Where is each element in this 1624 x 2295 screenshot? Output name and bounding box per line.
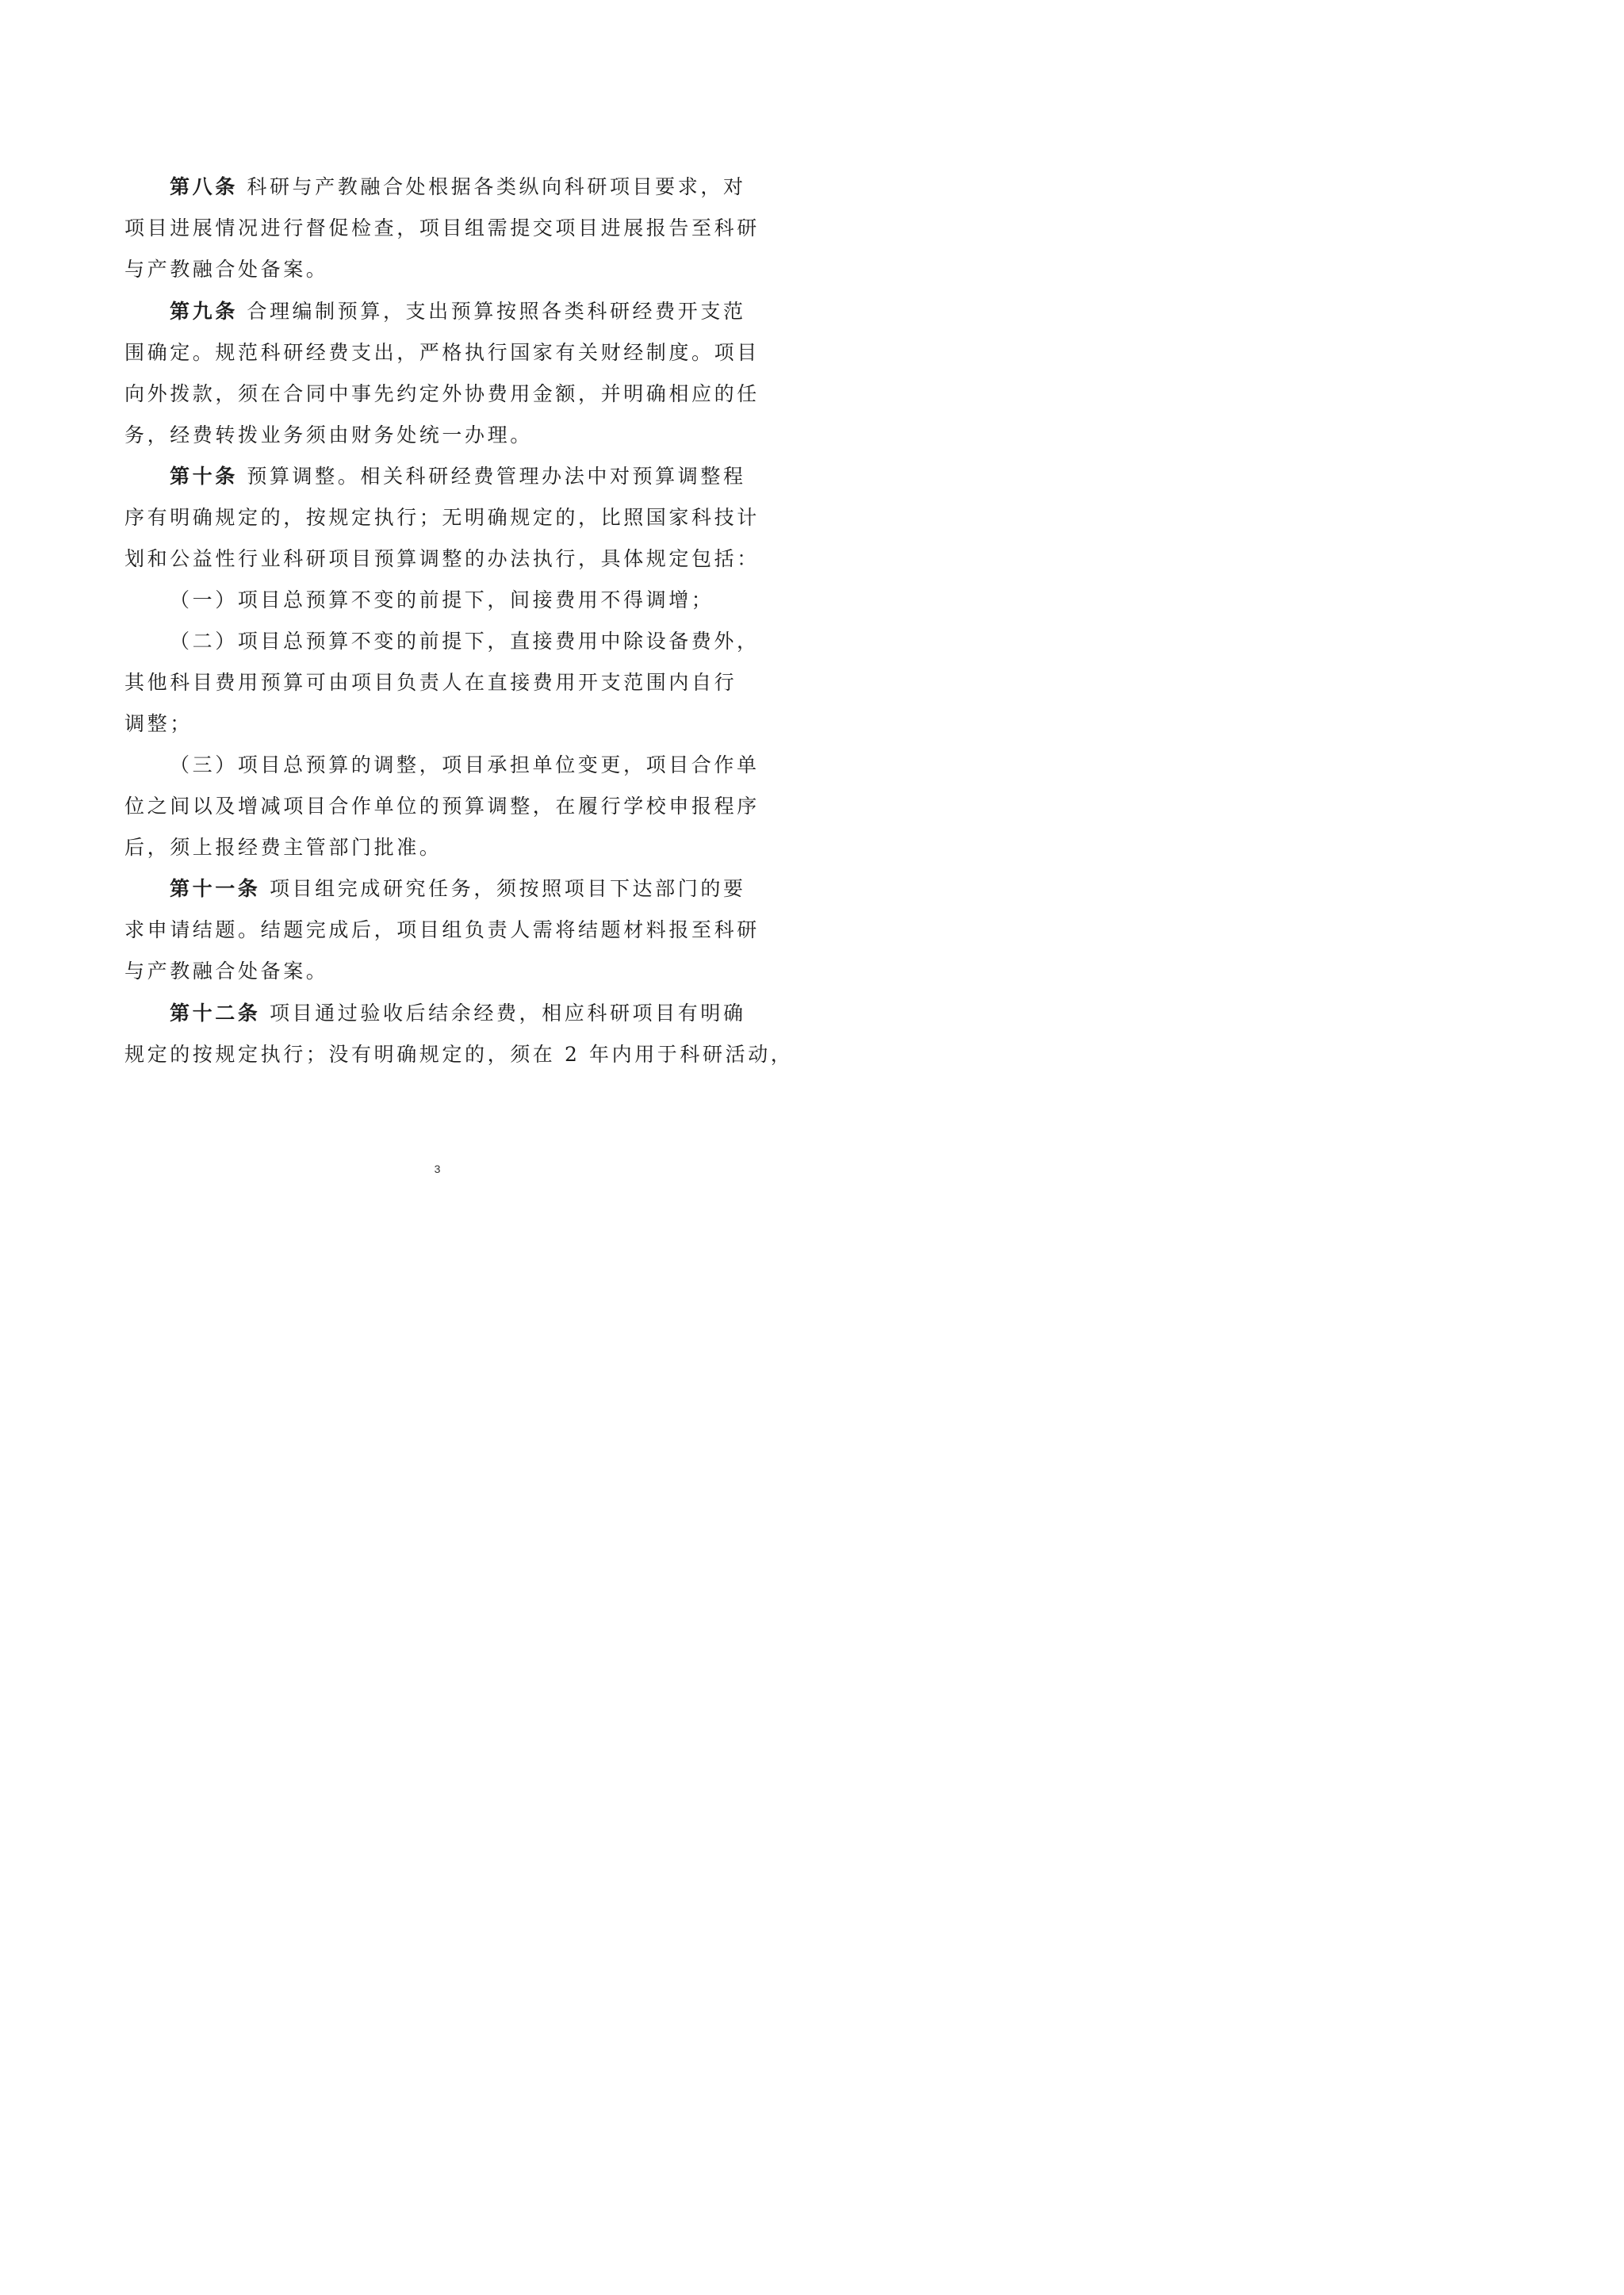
article-11-line-3: 与产教融合处备案。 [124, 960, 329, 983]
article-10-line-1: 第十条 预算调整。相关科研经费管理办法中对预算调整程 [170, 465, 746, 488]
page-number: 3 [434, 1163, 441, 1175]
article-10-item-1: （一）项目总预算不变的前提下，间接费用不得调增； [170, 588, 714, 611]
article-10-line-3: 划和公益性行业科研项目预算调整的办法执行，具体规定包括： [124, 547, 760, 570]
article-9-line-2: 围确定。规范科研经费支出，严格执行国家有关财经制度。项目 [124, 341, 760, 364]
article-10-line-2: 序有明确规定的，按规定执行；无明确规定的，比照国家科技计 [124, 506, 760, 529]
article-10-item-2-line-3: 调整； [124, 712, 193, 735]
article-10-item-2-line-2: 其他科目费用预算可由项目负责人在直接费用开支范围内自行 [124, 671, 737, 694]
article-9-heading: 第九条 [170, 300, 238, 323]
article-11-line-1: 第十一条 项目组完成研究任务，须按照项目下达部门的要 [170, 877, 746, 900]
article-12-heading: 第十二条 [170, 1002, 261, 1025]
article-11-line-2: 求申请结题。结题完成后，项目组负责人需将结题材料报至科研 [124, 918, 760, 941]
article-8-line-2: 项目进展情况进行督促检查，项目组需提交项目进展报告至科研 [124, 216, 760, 239]
article-12-line-2: 规定的按规定执行；没有明确规定的，须在 2 年内用于科研活动， [124, 1043, 794, 1066]
article-10-heading: 第十条 [170, 465, 238, 488]
article-10-item-3-line-3: 后，须上报经费主管部门批准。 [124, 836, 442, 859]
article-9-line-4: 务，经费转拨业务须由财务处统一办理。 [124, 423, 533, 446]
article-10-item-3-line-2: 位之间以及增减项目合作单位的预算调整，在履行学校申报程序 [124, 795, 760, 818]
article-9-line-3: 向外拨款，须在合同中事先约定外协费用金额，并明确相应的任 [124, 382, 760, 405]
article-8-line-3: 与产教融合处备案。 [124, 258, 329, 281]
article-11-heading: 第十一条 [170, 877, 261, 900]
article-12-line-1: 第十二条 项目通过验收后结余经费，相应科研项目有明确 [170, 1002, 746, 1025]
article-8-heading: 第八条 [170, 175, 238, 198]
article-8-line-1: 第八条 科研与产教融合处根据各类纵向科研项目要求，对 [170, 175, 746, 198]
article-10-item-2-line-1: （二）项目总预算不变的前提下，直接费用中除设备费外， [170, 630, 760, 653]
document-page [0, 0, 875, 1236]
article-10-item-3-line-1: （三）项目总预算的调整，项目承担单位变更，项目合作单 [170, 753, 760, 776]
article-9-line-1: 第九条 合理编制预算，支出预算按照各类科研经费开支范 [170, 300, 746, 323]
